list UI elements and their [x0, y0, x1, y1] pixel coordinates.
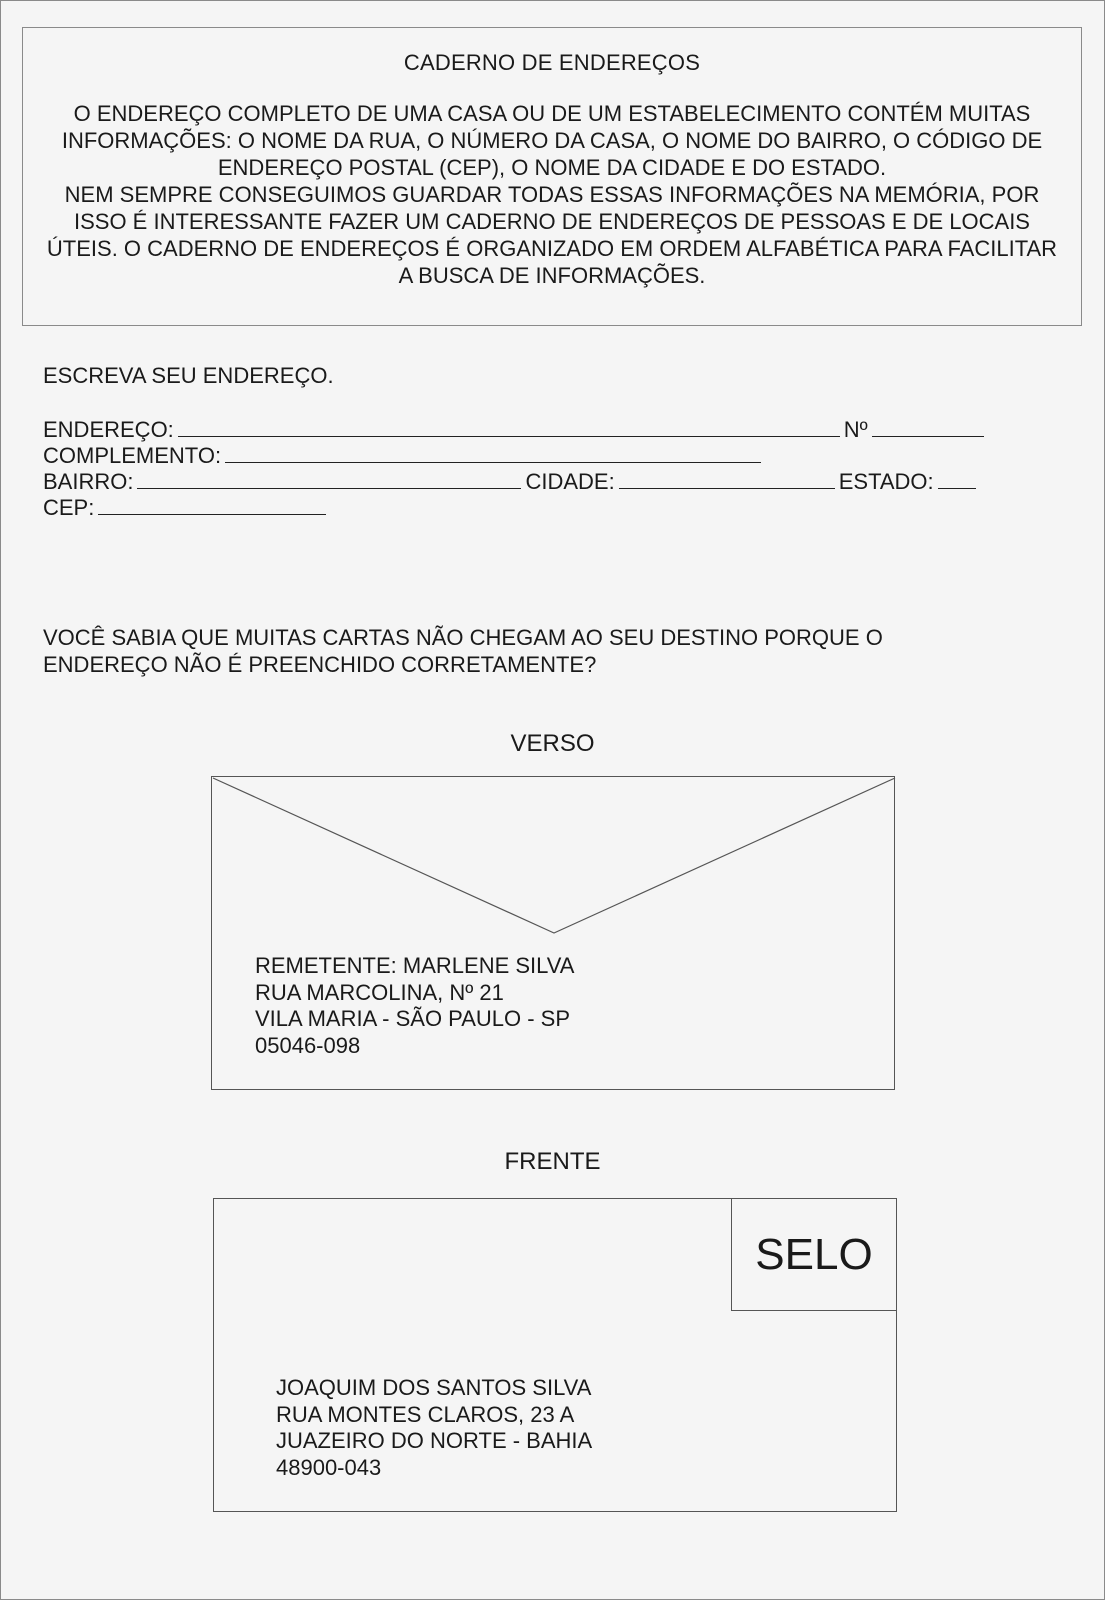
bairro-label: BAIRRO:	[43, 469, 134, 494]
estado-field[interactable]	[938, 468, 976, 489]
sender-address	[255, 953, 574, 1059]
endereco-label: ENDEREÇO:	[43, 417, 174, 442]
envelope-verso	[211, 776, 895, 1090]
form-instruction: ESCREVA SEU ENDEREÇO.	[43, 363, 334, 388]
question-text: VOCÊ SABIA QUE MUITAS CARTAS NÃO CHEGAM AO SEU DESTINO PORQUE O ENDEREÇO NÃO É PREENCHIDO CORRETAMENTE?	[43, 625, 883, 677]
estado-label: ESTADO:	[838, 469, 934, 494]
endereco-row	[43, 416, 988, 443]
intro-body	[43, 100, 1061, 289]
cidade-label: CIDADE:	[525, 469, 615, 494]
intro-title: CADERNO DE ENDEREÇOS	[403, 50, 701, 75]
recipient-line: JOAQUIM DOS SANTOS SILVA	[276, 1375, 592, 1400]
cep-field[interactable]	[98, 494, 326, 515]
recipient-line: 48900-043	[276, 1454, 382, 1480]
cep-row	[43, 494, 330, 521]
intro-paragraph-2: NEM SEMPRE CONSEGUIMOS GUARDAR TODAS ESSAS INFORMAÇÕES NA MEMÓRIA, POR ISSO É INTERESSANTE FAZER UM CADERNO DE ENDEREÇOS DE PESSOAS E DE LOCAIS ÚTEIS. O CADERNO DE ENDEREÇOS É ORGANIZADO EM ORDEM ALFABÉTICA PARA FACILITAR A BUSCA DE INFORMAÇÕES.	[46, 182, 1058, 288]
intro-paragraph-1: O ENDEREÇO COMPLETO DE UMA CASA OU DE UM ESTABELECIMENTO CONTÉM MUITAS INFORMAÇÕES: O NOME DA RUA, O NÚMERO DA CASA, O NOME DO BAIRRO, O CÓDIGO DE ENDEREÇO POSTAL (CEP), O NOME DA CIDADE E DO ESTADO.	[61, 101, 1043, 180]
intro-box	[22, 27, 1082, 326]
recipient-line: RUA MONTES CLAROS, 23 A	[276, 1401, 575, 1427]
stamp-label: SELO	[755, 1229, 873, 1279]
frente-label: FRENTE	[504, 1148, 601, 1175]
envelope-frente	[213, 1198, 897, 1512]
numero-field[interactable]	[872, 416, 984, 437]
sender-line: RUA MARCOLINA, Nº 21	[255, 979, 504, 1005]
sender-line: VILA MARIA - SÃO PAULO - SP	[255, 1006, 571, 1031]
bairro-field[interactable]	[137, 468, 521, 489]
complemento-field[interactable]	[225, 442, 761, 463]
endereco-field[interactable]	[178, 416, 840, 437]
sender-line: REMETENTE: MARLENE SILVA	[255, 953, 575, 978]
numero-label: Nº	[843, 417, 868, 442]
sender-line: 05046-098	[255, 1032, 361, 1058]
cidade-field[interactable]	[619, 468, 835, 489]
recipient-line: JUAZEIRO DO NORTE - BAHIA	[276, 1428, 593, 1453]
bairro-row	[43, 468, 980, 495]
complemento-row	[43, 442, 765, 469]
cep-label: CEP:	[43, 495, 95, 520]
stamp-box	[731, 1199, 896, 1311]
recipient-address	[276, 1375, 592, 1481]
complemento-label: COMPLEMENTO:	[43, 443, 222, 468]
verso-label: VERSO	[510, 730, 595, 757]
